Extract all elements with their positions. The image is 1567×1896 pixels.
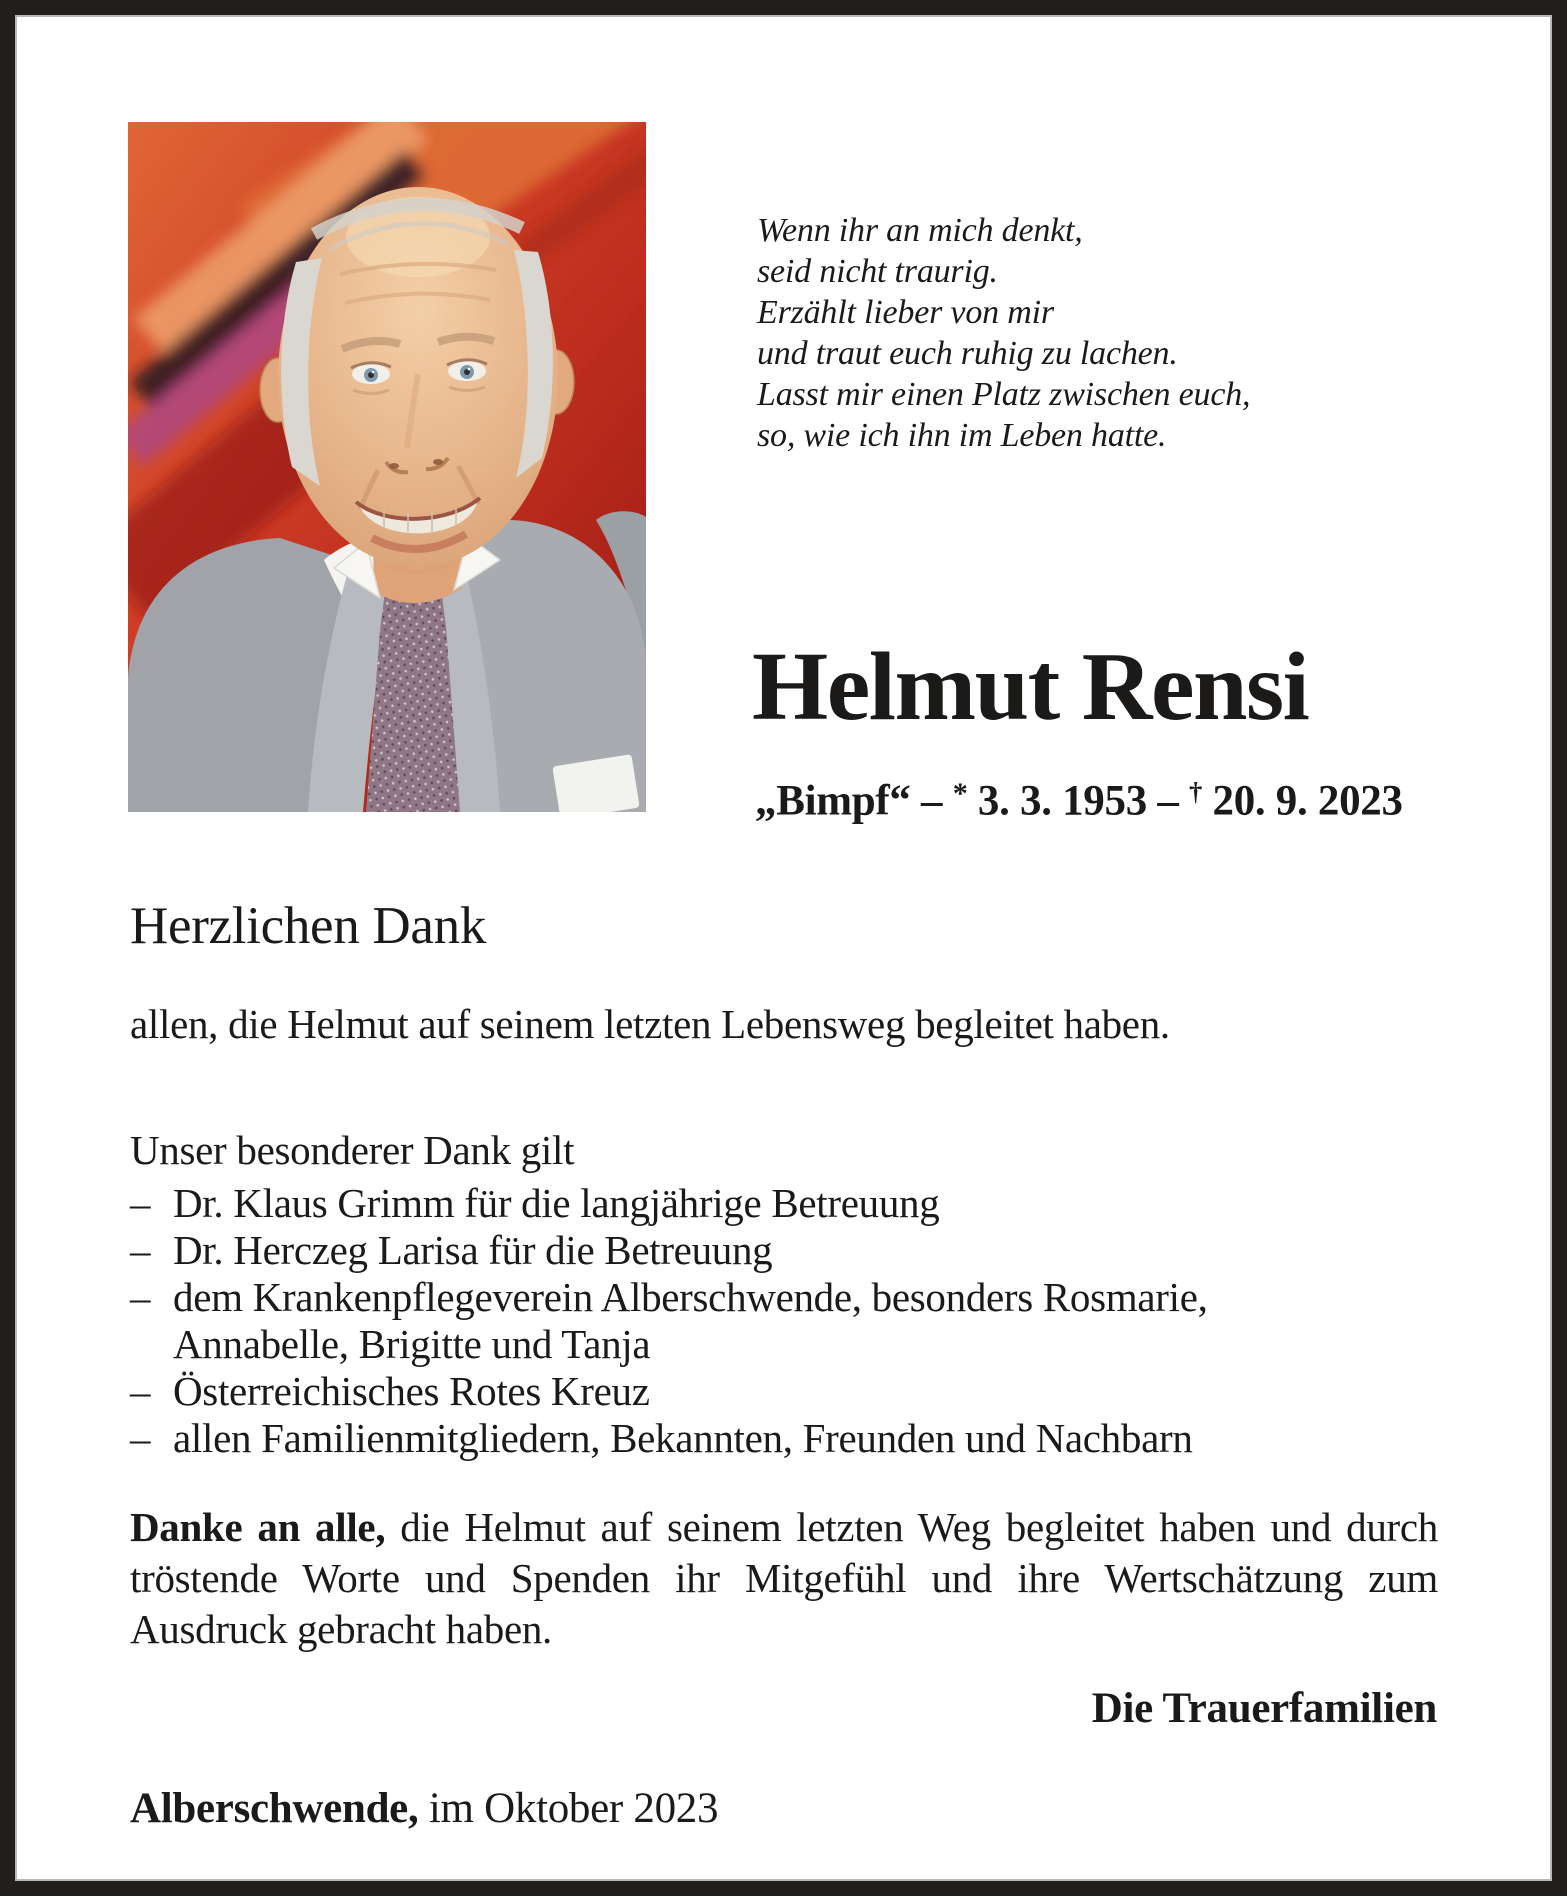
place-date-line — [130, 1784, 718, 1833]
poem-line: und traut euch ruhig zu lachen. — [757, 335, 1178, 372]
birth-star-symbol: * — [952, 776, 968, 810]
death-date: 20. 9. 2023 — [1202, 777, 1403, 825]
list-item-text: dem Krankenpflegeverein Alberschwende, besonders Rosmarie, Annabelle, Brigitte und Tanja — [173, 1274, 1208, 1367]
thanks-list — [130, 1180, 1385, 1462]
signature: Die Trauerfamilien — [1091, 1685, 1437, 1732]
dash: – — [1146, 777, 1190, 825]
poem-line: so, wie ich ihn im Leben hatte. — [757, 417, 1167, 454]
poem-line: Wenn ihr an mich denkt, — [757, 212, 1083, 249]
thanks-intro: allen, die Helmut auf seinem letzten Lebensweg begleitet haben. — [130, 1001, 1170, 1047]
list-item-text: allen Familienmitgliedern, Bekannten, Freunden und Nachbarn — [173, 1415, 1193, 1461]
list-item-dash: – — [130, 1180, 151, 1226]
list-item-dash: – — [130, 1368, 151, 1414]
portrait-illustration — [128, 122, 646, 812]
list-item-text: Dr. Herczeg Larisa für die Betreuung — [173, 1227, 773, 1273]
poem-line: Erzählt lieber von mir — [757, 294, 1054, 331]
birth-date: 3. 3. 1953 — [967, 777, 1147, 825]
special-thanks-heading: Unser besonderer Dank gilt — [130, 1127, 575, 1173]
dash: – — [910, 777, 953, 825]
nickname: „Bimpf“ — [755, 777, 911, 825]
closing-lead: Danke an alle, — [130, 1504, 386, 1550]
date: im Oktober 2023 — [418, 1785, 719, 1832]
closing-paragraph — [130, 1502, 1438, 1655]
list-item-dash: – — [130, 1227, 151, 1273]
place: Alberschwende, — [130, 1785, 419, 1832]
death-dagger-symbol: † — [1189, 776, 1203, 807]
list-item-dash: – — [130, 1274, 151, 1320]
list-item — [130, 1227, 1385, 1274]
thanks-heading: Herzlichen Dank — [130, 897, 487, 955]
list-item — [130, 1415, 1385, 1462]
list-item-dash: – — [130, 1415, 151, 1461]
vitals-line — [755, 776, 1403, 825]
list-item — [130, 1368, 1385, 1415]
portrait-photo — [128, 122, 646, 812]
deceased-name: Helmut Rensi — [752, 633, 1309, 741]
memorial-poem — [757, 210, 1250, 456]
list-item — [130, 1274, 1385, 1368]
poem-line: seid nicht traurig. — [757, 253, 998, 290]
closing-text: die Helmut auf seinem letzten Weg begleitet haben und durch tröstende Worte und Spenden ihr Mitgefühl und ihre Wertschätzung zum Ausdruck gebracht haben. — [130, 1504, 1438, 1652]
list-item-text: Österreichisches Rotes Kreuz — [173, 1368, 650, 1414]
list-item — [130, 1180, 1385, 1227]
poem-line: Lasst mir einen Platz zwischen euch, — [757, 376, 1251, 413]
list-item-text: Dr. Klaus Grimm für die langjährige Betreuung — [173, 1180, 940, 1226]
